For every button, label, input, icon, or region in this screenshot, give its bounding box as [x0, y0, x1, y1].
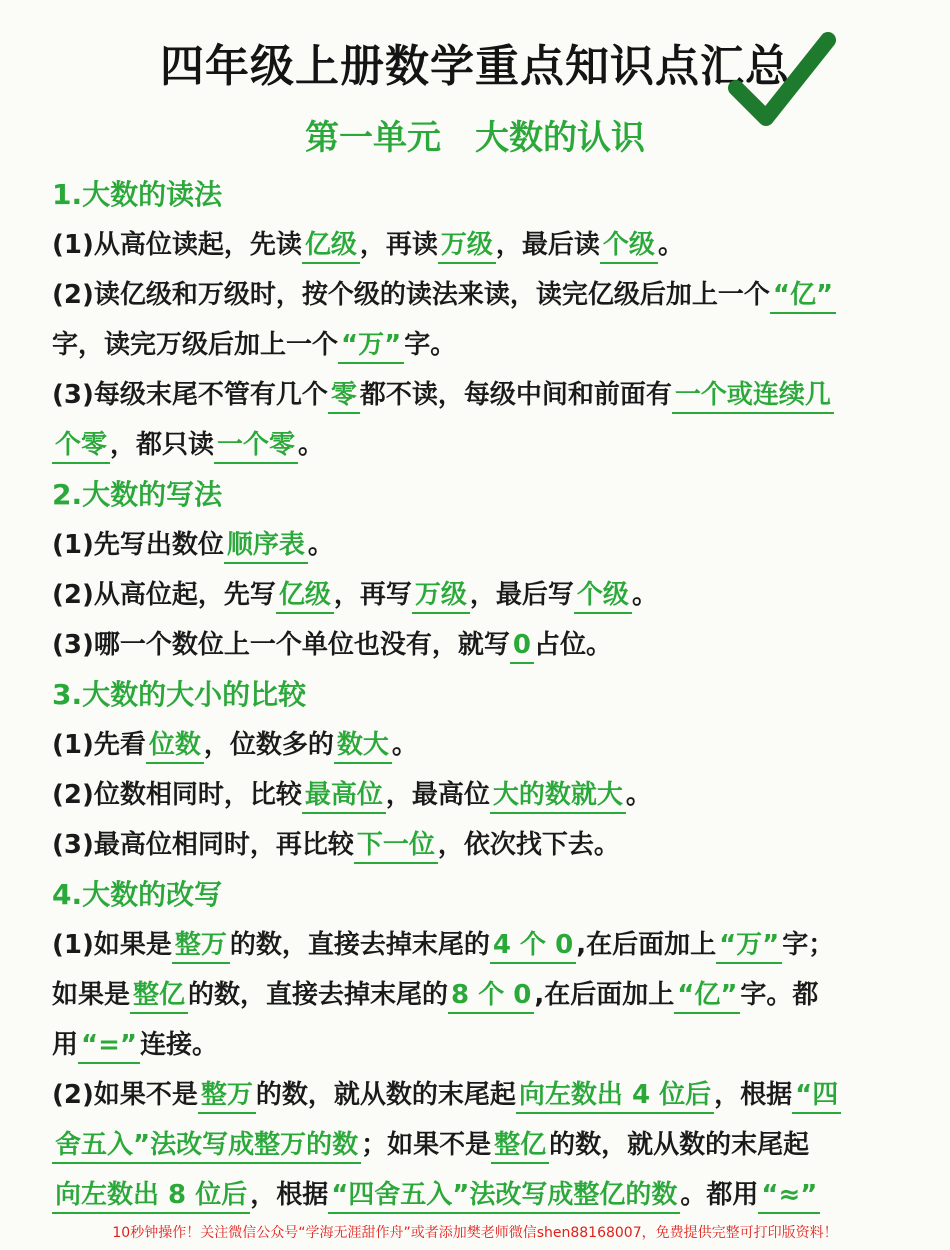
line-text: 。 [307, 530, 334, 560]
line-text: 的数，直接去掉末尾的 [229, 930, 490, 960]
line-text: 用 [52, 1030, 79, 1060]
footer-notice: 10秒钟操作！关注微信公众号“学海无涯甜作舟”或者添加樊老师微信shen88168007，免费提供完整可打印版资料！ [112, 1225, 838, 1241]
answer-blank: “万” [338, 328, 404, 364]
line-text: 4.大数的改写 [52, 878, 223, 911]
line-text: ，根据 [250, 1180, 329, 1210]
text-line [52, 570, 902, 620]
section-heading [52, 670, 902, 720]
text-line [52, 770, 902, 820]
answer-blank: “=” [78, 1028, 140, 1064]
line-text: 的数，就从数的末尾起 [255, 1080, 516, 1110]
page-title: 四年级上册数学重点知识点汇总 [160, 41, 790, 92]
line-text: 占位。 [533, 630, 612, 660]
line-text: ，都只读 [110, 430, 215, 460]
answer-blank: 整亿 [491, 1128, 549, 1164]
line-text: 3.大数的大小的比较 [52, 678, 307, 711]
line-text: 。 [657, 230, 684, 260]
text-line [52, 420, 902, 470]
answer-blank: “亿” [770, 278, 836, 314]
answer-blank: 8 个 0 [448, 978, 534, 1014]
text-line [52, 1020, 902, 1070]
line-text: 1.大数的读法 [52, 178, 223, 211]
line-text: (2)如果不是 [52, 1080, 198, 1110]
line-text: ，再写 [333, 580, 412, 610]
line-text: ,在后面加上 [576, 930, 717, 960]
line-text: 都不读，每级中间和前面有 [359, 380, 672, 410]
line-text: (3)哪一个数位上一个单位也没有，就写 [52, 630, 510, 660]
answer-blank: 零 [328, 378, 360, 414]
text-line [52, 970, 902, 1020]
answer-blank: 4 个 0 [490, 928, 576, 964]
text-line [52, 820, 902, 870]
line-text: 字； [782, 930, 835, 960]
text-line [52, 270, 902, 320]
text-line [52, 320, 902, 370]
line-text: (1)先看 [52, 730, 146, 760]
answer-blank: 个级 [574, 578, 632, 614]
line-text: 连接。 [139, 1030, 218, 1060]
text-line [52, 220, 902, 270]
line-text: 。 [391, 730, 418, 760]
section-heading [52, 170, 902, 220]
answer-blank: 向左数出 8 位后 [52, 1178, 250, 1214]
answer-blank: “四舍五入”法改写成整亿的数 [328, 1178, 680, 1214]
answer-blank: 位数 [146, 728, 204, 764]
line-text: ，根据 [714, 1080, 793, 1110]
line-text: (3)最高位相同时，再比较 [52, 830, 354, 860]
answer-blank: 大的数就大 [490, 778, 626, 814]
line-text: ，依次找下去。 [437, 830, 620, 860]
answer-blank: 向左数出 4 位后 [516, 1078, 714, 1114]
line-text: ,在后面加上 [534, 980, 675, 1010]
text-line [52, 520, 902, 570]
line-text: 字，读完万级后加上一个 [52, 330, 339, 360]
answer-blank: 下一位 [354, 828, 438, 864]
line-text: 的数，直接去掉末尾的 [188, 980, 449, 1010]
answer-blank: 万级 [438, 228, 496, 264]
line-text: 。 [625, 780, 652, 810]
answer-blank: 个零 [52, 428, 110, 464]
text-line [52, 1070, 902, 1120]
answer-blank: “亿” [674, 978, 740, 1014]
line-text: 的数，就从数的末尾起 [549, 1130, 810, 1160]
line-text: 2.大数的写法 [52, 478, 223, 511]
text-line [52, 620, 902, 670]
line-text: 如果是 [52, 980, 131, 1010]
answer-blank: 整万 [172, 928, 230, 964]
line-text: 字。都 [740, 980, 819, 1010]
line-text: ，位数多的 [203, 730, 334, 760]
line-text: ，最高位 [385, 780, 490, 810]
text-line [52, 920, 902, 970]
answer-blank: 最高位 [302, 778, 386, 814]
text-line [52, 720, 902, 770]
unit-subtitle: 第一单元 大数的认识 [305, 118, 645, 158]
answer-blank: “≈” [758, 1178, 820, 1214]
line-text: ；如果不是 [361, 1130, 492, 1160]
line-text: (1)如果是 [52, 930, 172, 960]
line-text: 。 [631, 580, 658, 610]
section-heading [52, 470, 902, 520]
section-heading [52, 870, 902, 920]
line-text: (2)从高位起，先写 [52, 580, 276, 610]
answer-blank: 亿级 [302, 228, 360, 264]
answer-blank: 万级 [412, 578, 470, 614]
line-text: 。 [298, 430, 325, 460]
answer-blank: 个级 [600, 228, 658, 264]
answer-blank: 整亿 [130, 978, 188, 1014]
line-text: 字。 [404, 330, 457, 360]
answer-blank: “万” [716, 928, 782, 964]
line-text: (1)先写出数位 [52, 530, 224, 560]
line-text: (2)读亿级和万级时，按个级的读法来读，读完亿级后加上一个 [52, 280, 770, 310]
knowledge-content [52, 170, 902, 1220]
answer-blank: 顺序表 [224, 528, 308, 564]
line-text: (1)从高位读起，先读 [52, 230, 302, 260]
text-line [52, 1120, 902, 1170]
answer-blank: 整万 [198, 1078, 256, 1114]
answer-blank: 一个或连续几 [672, 378, 834, 414]
text-line [52, 1170, 902, 1220]
answer-blank: 亿级 [276, 578, 334, 614]
line-text: ，最后写 [469, 580, 574, 610]
answer-blank: “四 [792, 1078, 841, 1114]
answer-blank: 0 [510, 628, 534, 664]
line-text: 。都用 [680, 1180, 759, 1210]
text-line [52, 370, 902, 420]
line-text: (2)位数相同时，比较 [52, 780, 302, 810]
answer-blank: 一个零 [214, 428, 298, 464]
answer-blank: 舍五入”法改写成整万的数 [52, 1128, 361, 1164]
line-text: ，再读 [359, 230, 438, 260]
line-text: (3)每级末尾不管有几个 [52, 380, 328, 410]
line-text: ，最后读 [495, 230, 600, 260]
answer-blank: 数大 [334, 728, 392, 764]
